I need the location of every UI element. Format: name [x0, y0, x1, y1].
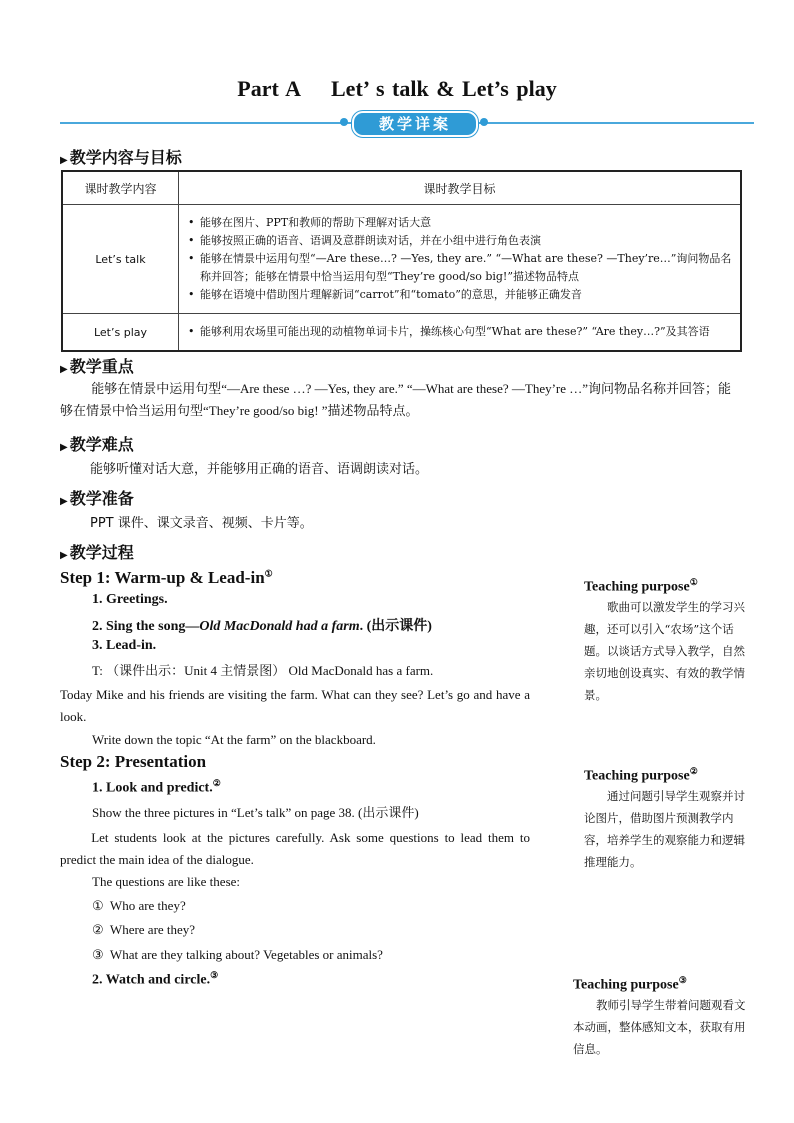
question-item: [92, 919, 195, 941]
goal-item: • 能够在语境中借助图片理解新词“carrot”和“tomato”的意思，并能够正确发音: [188, 286, 733, 304]
goal-item: • 能够在情景中运用句型“—Are these…? —Yes, they are.” “—What are these? —They’re…”询问物品名称并回答；能够在情景中恰当运用句型“They’re good/so big!”描述物品特点: [188, 250, 733, 286]
song-suffix: . (出示课件): [359, 619, 432, 634]
question-number: ①: [92, 898, 104, 913]
heading-text: 教学重点: [69, 357, 134, 376]
step1-teacher-cont: Today Mike and his friends are visiting the farm. What can they see? Let’s go and have a look.: [60, 687, 530, 724]
difficulties-text: 能够听懂对话大意，并能够用正确的语音、语调朗读对话。: [90, 462, 429, 477]
table-row-label: Let’s talk: [62, 205, 179, 314]
note-mark: ③: [678, 975, 687, 985]
heading-process: [60, 540, 134, 563]
heading-text: 教学准备: [69, 489, 134, 508]
purpose-text: 教师引导学生带着问题观看文本动画，整体感知文本，获取有用信息。: [573, 997, 746, 1056]
teaching-purpose-3: [573, 975, 751, 1060]
note-mark: ③: [210, 970, 219, 980]
title-lesson: Let’ s talk & Let’s play: [331, 76, 557, 101]
predict-label: 1. Look and predict.: [92, 780, 213, 796]
purpose-title: [584, 766, 754, 785]
preparation-text: PPT 课件、课文录音、视频、卡片等。: [90, 516, 313, 531]
question-number: ②: [92, 922, 104, 937]
question-text: Who are they?: [109, 898, 186, 913]
table-header-cell: 课时教学内容: [62, 171, 179, 205]
question-item: [92, 895, 186, 917]
question-item: [92, 944, 383, 966]
key-points-text: 能够在情景中运用句型“—Are these …? —Yes, they are.” “—What are these? —They’re …”询问物品名称并回答；能够在情景中恰当运用句型“They’re good/so big! ”描述物品特点。: [60, 381, 732, 418]
purpose-title-text: Teaching purpose: [573, 977, 679, 993]
note-mark: ①: [264, 568, 273, 579]
question-number: ③: [92, 947, 104, 962]
goal-item: • 能够利用农场里可能出现的动植物单词卡片，操练核心句型“What are these?” “Are they…?”及其答语: [188, 323, 733, 341]
heading-difficulties: [60, 432, 134, 455]
triangle-icon: ▶: [60, 550, 68, 561]
note-mark: ①: [689, 577, 698, 587]
question-text: Where are they?: [109, 922, 196, 937]
table-header-cell: 课时教学目标: [179, 171, 742, 205]
goal-item: • 能够在图片、PPT和教师的帮助下理解对话大意: [188, 214, 733, 232]
purpose-title: [584, 577, 754, 596]
watch-label: 2. Watch and circle.: [92, 972, 211, 988]
teaching-purpose-1: [584, 577, 754, 706]
table-row: [62, 314, 741, 352]
step2-item-predict: [92, 778, 221, 797]
banner-dot-left: [340, 118, 348, 126]
step2-let: Let students look at the pictures carefully. Ask some questions to lead them to predict the main idea of the dialogue.: [60, 830, 530, 867]
note-mark: ②: [689, 766, 698, 776]
triangle-icon: ▶: [60, 155, 68, 166]
step2-questions-intro: The questions are like these:: [92, 874, 241, 889]
purpose-text: 通过问题引导学生观察并讨论图片，借助图片预测教学内容，培养学生的观察能力和逻辑推理能力。: [584, 788, 745, 869]
goal-item: • 能够按照正确的语音、语调及意群朗读对话，并在小组中进行角色表演: [188, 232, 733, 250]
table-row-goals: [179, 205, 742, 314]
purpose-title-text: Teaching purpose: [584, 768, 690, 784]
step1-item-song: [92, 615, 432, 635]
section-banner: 教学详案: [352, 111, 478, 137]
question-text: What are they talking about? Vegetables or animals?: [109, 947, 383, 962]
objectives-table: [61, 170, 742, 352]
step1-title-text: Step 1: Warm-up & Lead-in: [60, 568, 265, 587]
purpose-title: [573, 975, 751, 994]
song-title: Old MacDonald had a farm: [199, 619, 360, 634]
banner-dot-right: [480, 118, 488, 126]
step1-item-greetings: 1. Greetings.: [92, 592, 168, 607]
heading-content-goals: [60, 145, 182, 168]
table-row-goals: [179, 314, 742, 352]
heading-text: 教学内容与目标: [69, 148, 182, 167]
step1-blackboard: Write down the topic “At the farm” on the blackboard.: [92, 732, 376, 747]
step2-title: Step 2: Presentation: [60, 752, 207, 771]
purpose-title-text: Teaching purpose: [584, 579, 690, 595]
triangle-icon: ▶: [60, 496, 68, 507]
heading-key-points: [60, 354, 134, 377]
table-header-row: [62, 171, 741, 205]
step2-item-watch: [92, 970, 218, 989]
table-row: [62, 205, 741, 314]
title-part: Part A: [237, 76, 301, 101]
step1-title: [60, 568, 273, 588]
note-mark: ②: [212, 778, 221, 788]
heading-text: 教学难点: [69, 435, 134, 454]
table-row-label: Let’s play: [62, 314, 179, 352]
song-prefix: 2. Sing the song—: [92, 619, 200, 634]
step1-item-leadin: 3. Lead-in.: [92, 638, 157, 653]
heading-preparation: [60, 486, 134, 509]
purpose-text: 歌曲可以激发学生的学习兴趣，还可以引入“农场”这个话题。以谈话方式导入教学，自然亲切地创设真实、有效的教学情景。: [584, 599, 745, 702]
triangle-icon: ▶: [60, 442, 68, 453]
step2-show: Show the three pictures in “Let’s talk” on page 38. (出示课件): [92, 805, 419, 820]
triangle-icon: ▶: [60, 364, 68, 375]
step1-teacher-line: T: （课件出示：Unit 4 主情景图） Old MacDonald has a farm.: [92, 663, 434, 678]
teaching-purpose-2: [584, 766, 754, 873]
heading-text: 教学过程: [69, 543, 134, 562]
page-title: [0, 76, 794, 102]
